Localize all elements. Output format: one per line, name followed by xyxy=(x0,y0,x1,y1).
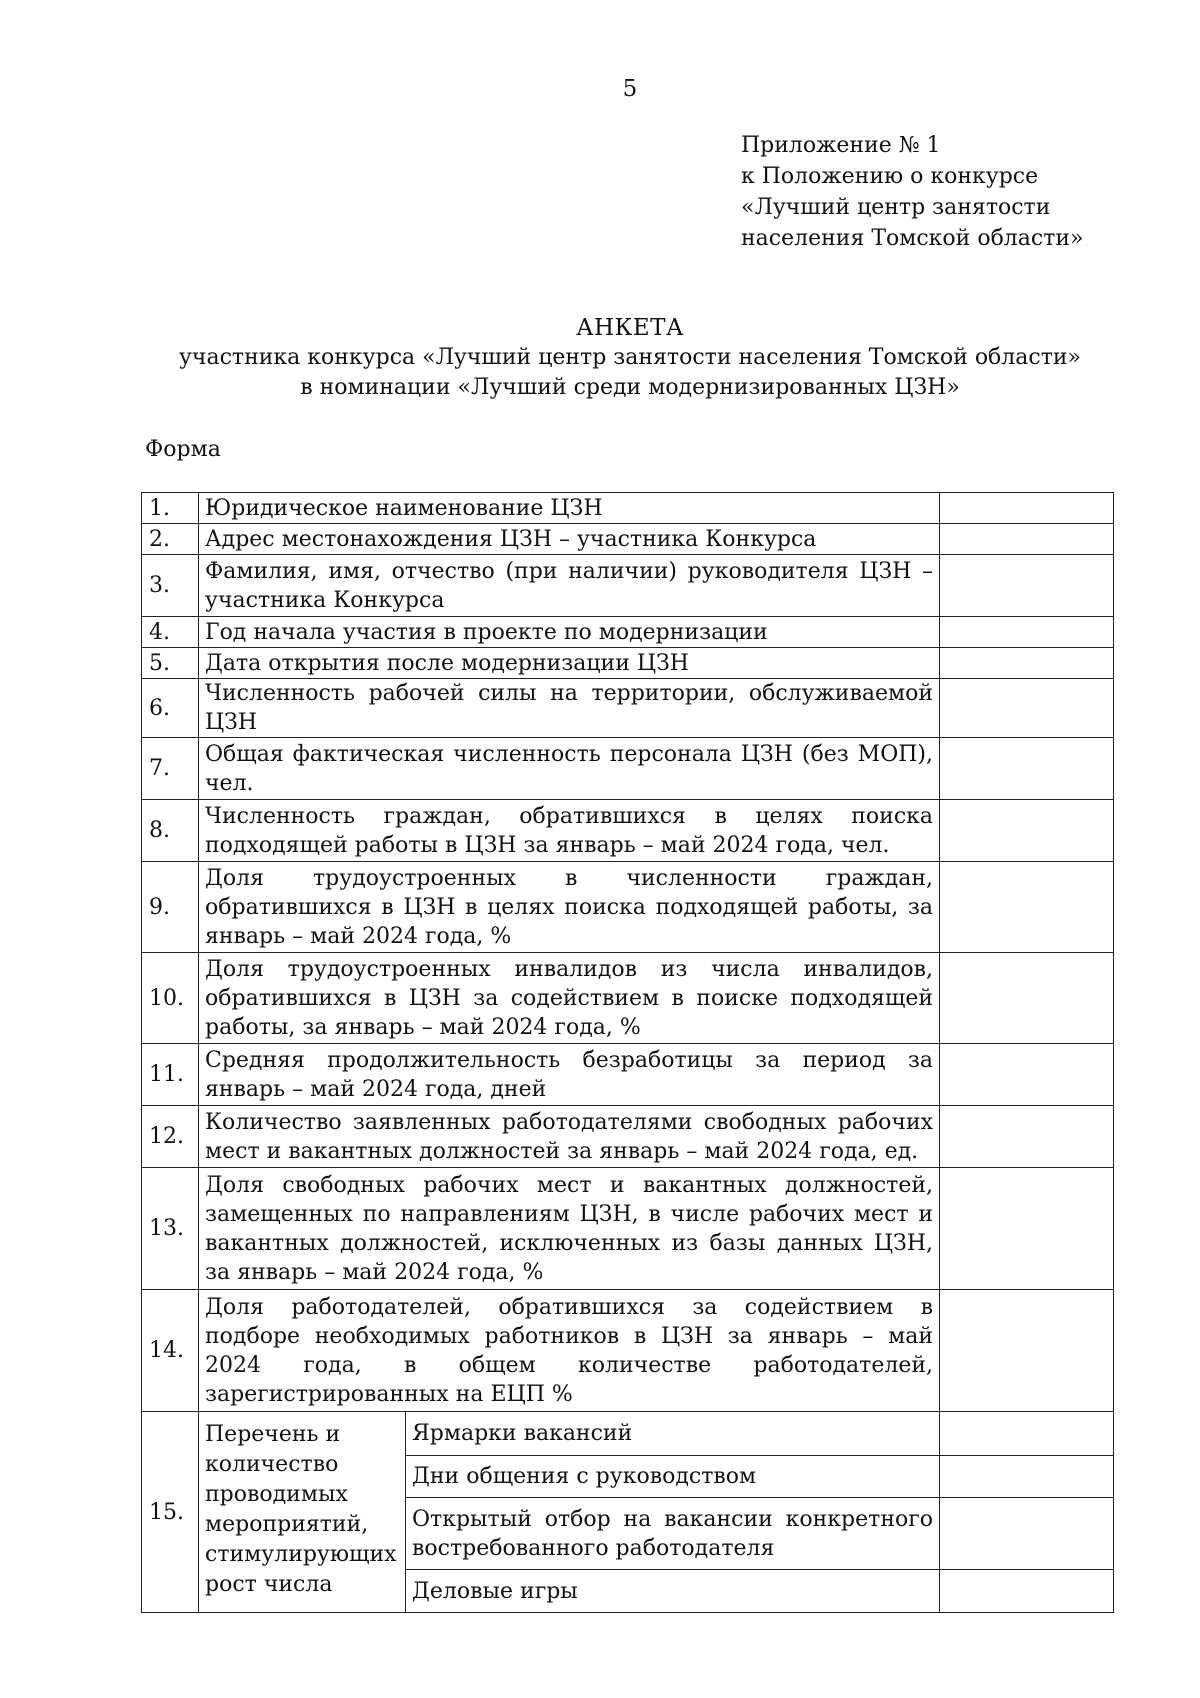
form-label: Форма xyxy=(145,437,221,462)
table-row xyxy=(142,1044,1114,1106)
answer-cell[interactable] xyxy=(940,555,1114,617)
row-number: 13. xyxy=(142,1168,199,1290)
answer-cell[interactable] xyxy=(940,493,1114,524)
row-question: Доля трудоустроенных в численности граждан, обратившихся в ЦЗН в целях поиска подходящей работы, за январь – май 2024 года, % xyxy=(199,862,940,953)
row-question: Перечень и количество проводимых мероприятий, стимулирующих рост числа xyxy=(199,1412,406,1613)
answer-cell[interactable] xyxy=(940,1570,1114,1613)
table-row xyxy=(142,1290,1114,1412)
sub-item-label: Открытый отбор на вакансии конкретного востребованного работодателя xyxy=(406,1498,940,1570)
row-question: Доля свободных рабочих мест и вакантных должностей, замещенных по направлениям ЦЗН, в числе рабочих мест и вакантных должностей, исключенных из базы данных ЦЗН, за январь – май 2024 года, % xyxy=(199,1168,940,1290)
table-row xyxy=(142,1168,1114,1290)
appendix-line: населения Томской области» xyxy=(741,226,1084,251)
row-question: Адрес местонахождения ЦЗН – участника Конкурса xyxy=(199,524,940,555)
row-question: Доля работодателей, обратившихся за содействием в подборе необходимых работников в ЦЗН за январь – май 2024 года, в общем количестве работодателей, зарегистрированных на ЕЦП % xyxy=(199,1290,940,1412)
answer-cell[interactable] xyxy=(940,679,1114,738)
appendix-line: к Положению о конкурсе xyxy=(741,164,1039,189)
answer-cell[interactable] xyxy=(940,1456,1114,1498)
sub-item-label: Деловые игры xyxy=(406,1570,940,1613)
row-number: 11. xyxy=(142,1044,199,1106)
appendix-note xyxy=(741,130,1084,254)
answer-cell[interactable] xyxy=(940,648,1114,679)
answer-cell[interactable] xyxy=(940,1498,1114,1570)
row-number: 12. xyxy=(142,1106,199,1168)
answer-cell[interactable] xyxy=(940,1106,1114,1168)
row-question: Фамилия, имя, отчество (при наличии) руководителя ЦЗН – участника Конкурса xyxy=(199,555,940,617)
table-row xyxy=(142,1106,1114,1168)
answer-cell[interactable] xyxy=(940,1044,1114,1106)
sub-item-label: Дни общения с руководством xyxy=(406,1456,940,1498)
answer-cell[interactable] xyxy=(940,953,1114,1044)
row-question: Дата открытия после модернизации ЦЗН xyxy=(199,648,940,679)
table-row xyxy=(142,648,1114,679)
table-row xyxy=(142,1412,1114,1456)
row-question: Численность рабочей силы на территории, обслуживаемой ЦЗН xyxy=(199,679,940,738)
table-row xyxy=(142,524,1114,555)
answer-cell[interactable] xyxy=(940,524,1114,555)
table-row xyxy=(142,800,1114,862)
answer-cell[interactable] xyxy=(940,1412,1114,1456)
appendix-line: «Лучший центр занятости xyxy=(741,195,1051,220)
row-question: Год начала участия в проекте по модернизации xyxy=(199,617,940,648)
table-row xyxy=(142,617,1114,648)
sub-item-label: Ярмарки вакансий xyxy=(406,1412,940,1456)
row-question: Средняя продолжительность безработицы за период за январь – май 2024 года, дней xyxy=(199,1044,940,1106)
table-row xyxy=(142,738,1114,800)
row-number: 6. xyxy=(142,679,199,738)
answer-cell[interactable] xyxy=(940,862,1114,953)
row-number: 14. xyxy=(142,1290,199,1412)
row-number: 9. xyxy=(142,862,199,953)
appendix-line: Приложение № 1 xyxy=(741,133,941,158)
table-row xyxy=(142,862,1114,953)
table-row xyxy=(142,953,1114,1044)
row-number: 8. xyxy=(142,800,199,862)
row-number: 1. xyxy=(142,493,199,524)
document-subtitle-line: в номинации «Лучший среди модернизированных ЦЗН» xyxy=(300,375,960,400)
table-row xyxy=(142,493,1114,524)
answer-cell[interactable] xyxy=(940,800,1114,862)
answer-cell[interactable] xyxy=(940,617,1114,648)
row-number: 15. xyxy=(142,1412,199,1613)
answer-cell[interactable] xyxy=(940,1290,1114,1412)
row-number: 10. xyxy=(142,953,199,1044)
table-row xyxy=(142,679,1114,738)
row-number: 7. xyxy=(142,738,199,800)
answer-cell[interactable] xyxy=(940,1168,1114,1290)
row-number: 2. xyxy=(142,524,199,555)
row-number: 4. xyxy=(142,617,199,648)
row-question: Общая фактическая численность персонала ЦЗН (без МОП), чел. xyxy=(199,738,940,800)
page-number: 5 xyxy=(622,76,638,102)
document-title: АНКЕТА xyxy=(576,315,684,341)
row-question: Количество заявленных работодателями свободных рабочих мест и вакантных должностей за январь – май 2024 года, ед. xyxy=(199,1106,940,1168)
row-question: Доля трудоустроенных инвалидов из числа инвалидов, обратившихся в ЦЗН за содействием в поиске подходящей работы, за январь – май 2024 года, % xyxy=(199,953,940,1044)
row-question: Юридическое наименование ЦЗН xyxy=(199,493,940,524)
table-row xyxy=(142,555,1114,617)
title-block xyxy=(0,313,1200,403)
row-number: 5. xyxy=(142,648,199,679)
questionnaire-table xyxy=(141,492,1114,1613)
row-question: Численность граждан, обратившихся в целях поиска подходящей работы в ЦЗН за январь – май 2024 года, чел. xyxy=(199,800,940,862)
answer-cell[interactable] xyxy=(940,738,1114,800)
row-number: 3. xyxy=(142,555,199,617)
document-subtitle-line: участника конкурса «Лучший центр занятости населения Томской области» xyxy=(178,345,1082,370)
